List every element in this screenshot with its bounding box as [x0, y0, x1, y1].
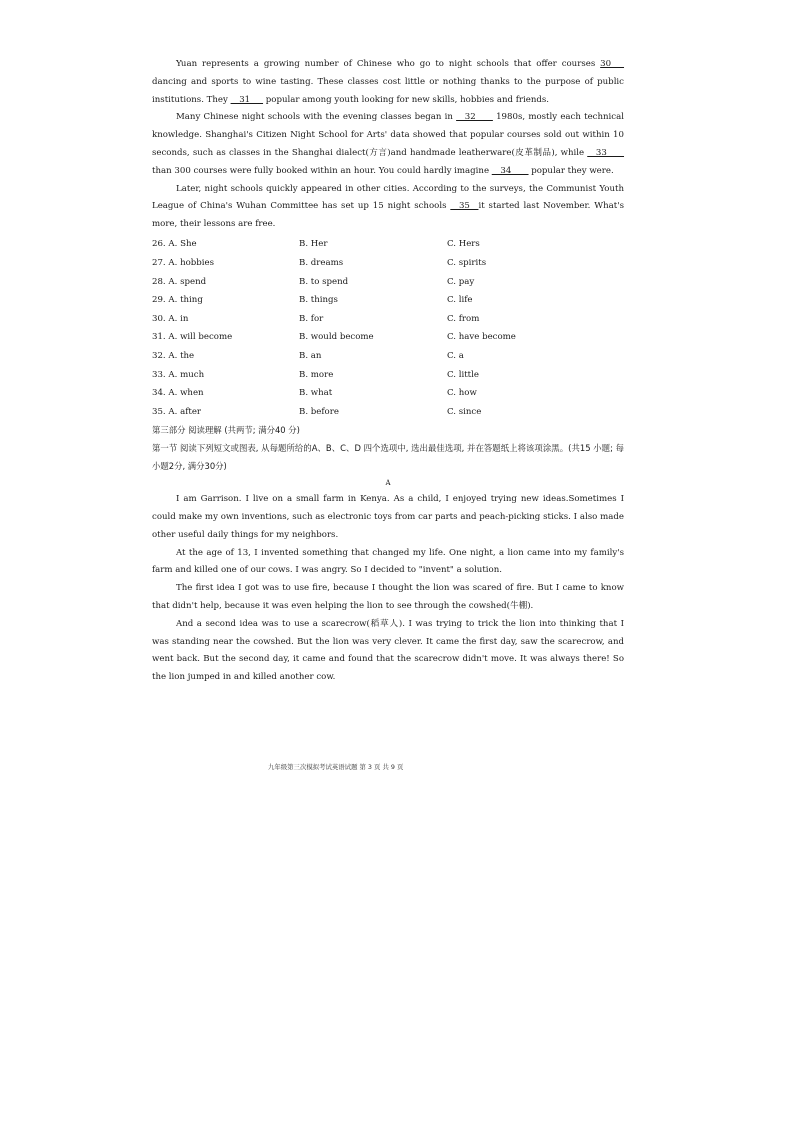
option-row	[152, 348, 624, 367]
blank-35: __35__	[450, 201, 479, 212]
option-c: C. life	[447, 295, 473, 306]
option-row	[152, 385, 624, 404]
part-three-title: 第三部分 阅读理解 (共两节; 满分40 分)	[152, 424, 300, 435]
text: Yuan represents a growing number of Chinese who go to night schools that offer courses	[176, 59, 601, 69]
option-c: C. spirits	[447, 257, 487, 268]
option-a: 27. A. hobbies	[152, 257, 215, 268]
option-c: C. since	[447, 406, 482, 417]
option-a: 30. A. in	[152, 313, 189, 324]
option-a: 32. A. the	[152, 350, 195, 361]
text: popular they were.	[528, 165, 614, 176]
option-c: C. have become	[447, 332, 516, 343]
blank-30: 30___	[600, 59, 624, 69]
option-b: B. dreams	[299, 257, 344, 268]
option-row	[152, 366, 624, 385]
option-a: 34. A. when	[152, 388, 204, 399]
passage-letter: A	[385, 479, 391, 488]
option-c: C. how	[447, 388, 477, 399]
option-c: C. a	[447, 350, 464, 361]
reading-paragraph-3: The first idea I got was to use fire, because I thought the lion was scared of fire. But I came to know that didn't help, because it was even helping the lion to see through the cowshed(牛棚).	[152, 583, 624, 612]
option-b: B. Her	[299, 239, 328, 250]
blank-32: __32____	[456, 112, 493, 123]
option-c: C. little	[447, 369, 479, 380]
option-b: B. before	[299, 406, 339, 417]
option-c: C. pay	[447, 276, 475, 287]
option-a: 35. A. after	[152, 406, 202, 417]
option-row	[152, 236, 624, 255]
option-a: 26. A. She	[152, 239, 197, 250]
option-c: C. from	[447, 313, 480, 324]
option-row	[152, 273, 624, 292]
option-row	[152, 329, 624, 348]
reading-paragraph-4: And a second idea was to use a scarecrow(稻草人). I was trying to trick the lion into thinking that I was standing near the cowshed. But the lion was very clever. It came the first day, saw the scarecrow, and went back. But the second day, it came and found that the scarecrow didn't move. It was always there! So the lion jumped in and killed another cow.	[152, 618, 624, 683]
option-a: 29. A. thing	[152, 295, 203, 306]
option-b: B. things	[299, 295, 338, 306]
option-b: B. what	[299, 388, 333, 399]
text: it started last November. What's more, their lessons are free.	[152, 201, 624, 230]
option-b: B. an	[299, 350, 322, 361]
option-a: 28. A. spend	[152, 276, 207, 287]
cloze-paragraph-2	[152, 109, 624, 180]
text: popular among youth looking for new skills, hobbies and friends.	[263, 94, 550, 105]
blank-33: __33____	[587, 147, 624, 158]
option-c: C. Hers	[447, 239, 480, 250]
blank-31: __31___	[230, 94, 264, 105]
option-row	[152, 310, 624, 329]
cloze-paragraph-1	[152, 56, 624, 109]
reading-paragraph-1: I am Garrison. I live on a small farm in Kenya. As a child, I enjoyed trying new ideas.Sometimes I could make my own inventions, such as electronic toys from car parts and peach-picking sticks. I also made other useful daily things for my neighbors.	[152, 494, 624, 540]
text: 1980s, mostly each technical knowledge. Shanghai's Citizen Night School for Arts' data showed that popular courses sold out within 10 seconds, such as classes in the Shanghai dialect(方言)and handmade leatherware(皮革制品), while	[152, 112, 624, 158]
blank-34: __34____	[491, 165, 529, 176]
reading-paragraph-2: At the age of 13, I invented something that changed my life. One night, a lion came into my family's farm and killed one of our cows. I was angry. So I decided to "invent" a solution.	[152, 547, 624, 576]
cloze-paragraph-3	[152, 181, 624, 234]
text: dancing and sports to wine tasting. These classes cost little or nothing thanks to the purpose of public institutions. They	[152, 76, 624, 105]
option-a: 33. A. much	[152, 369, 205, 380]
option-b: B. to spend	[299, 276, 349, 287]
option-row	[152, 403, 624, 422]
option-a: 31. A. will become	[152, 332, 233, 343]
text: Later, night schools quickly appeared in other cities. According to the surveys, the Communist Youth League of China's Wuhan Committee has set up 15 night schools	[152, 183, 624, 212]
text: Many Chinese night schools with the evening classes began in	[176, 112, 457, 123]
option-b: B. more	[299, 369, 334, 380]
exam-content	[152, 56, 624, 687]
option-b: B. for	[299, 313, 324, 324]
option-list	[152, 236, 624, 422]
section-one-instructions: 第一节 阅读下列短文或图表, 从每题所给的A、B、C、D 四个选项中, 选出最佳选项, 并在答题纸上将该项涂黑。(共15 小题; 每小题2分, 满分30分)	[152, 442, 624, 471]
option-row	[152, 255, 624, 274]
page-footer: 九年级第三次模拟考试英语试题 第 3 页 共 9 页	[268, 763, 404, 771]
option-b: B. would become	[299, 332, 374, 343]
option-row	[152, 292, 624, 311]
text: than 300 courses were fully booked within an hour. You could hardly imagine	[152, 165, 492, 176]
